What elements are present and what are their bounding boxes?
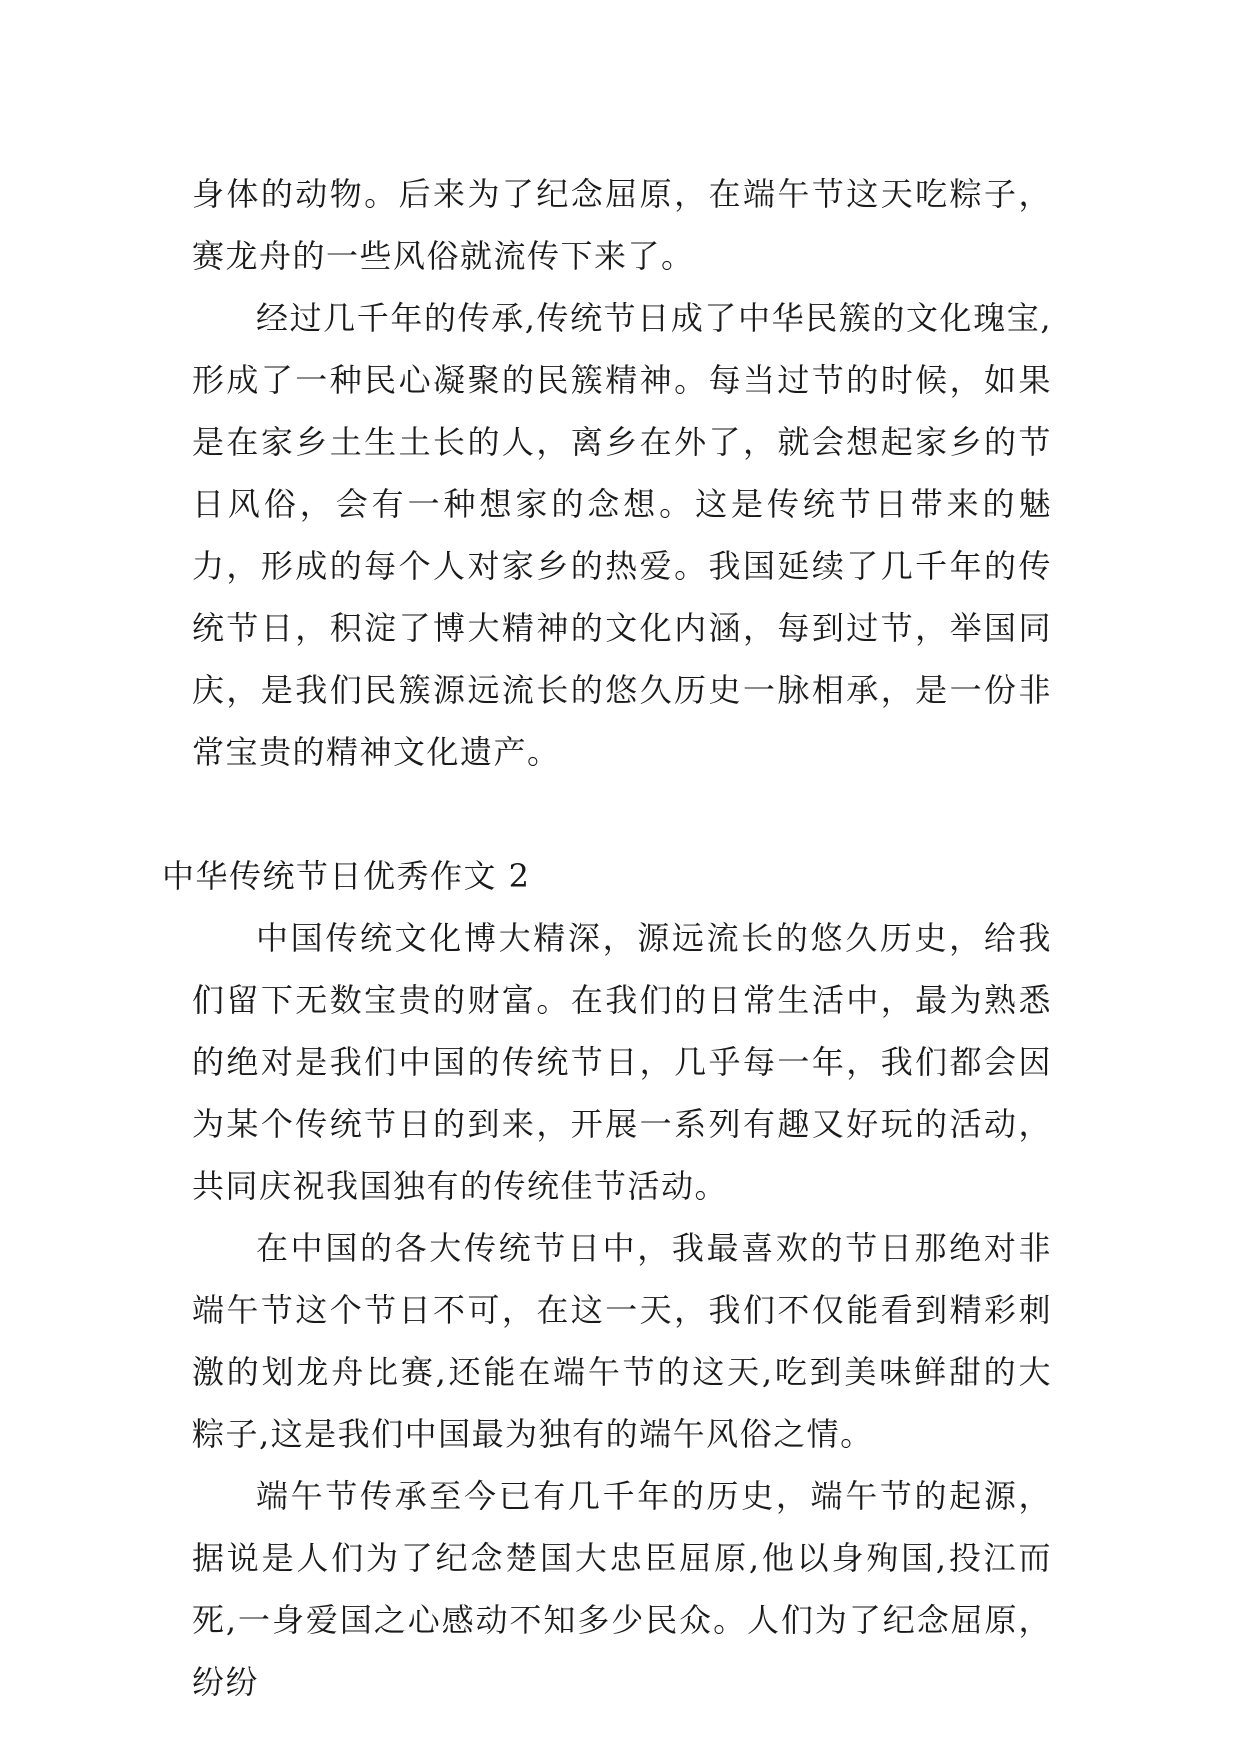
paragraph-origin: 端午节传承至今已有几千年的历史，端午节的起源，据说是人们为了纪念楚国大忠臣屈原,他以身殉国,投江而死,一身爱国之心感动不知多少民众。人们为了纪念屈原，纷纷: [192, 1477, 1052, 1701]
paragraph-continued: 身体的动物。后来为了纪念屈原，在端午节这天吃粽子，赛龙舟的一些风俗就流传下来了。: [192, 175, 1052, 275]
paragraph-cultural-treasure: 经过几千年的传承,传统节日成了中华民簇的文化瑰宝,形成了一种民心凝聚的民簇精神。每当过节的时候，如果是在家乡土生土长的人，离乡在外了，就会想起家乡的节日风俗，会有一种想家的念想。这是传统节日带来的魅力，形成的每个人对家乡的热爱。我国延续了几千年的传统节日，积淀了博大精神的文化内涵，每到过节，举国同庆，是我们民簇源远流长的悠久历史一脉相承，是一份非常宝贵的精神文化遗产。: [192, 299, 1052, 771]
paragraph-intro: 中国传统文化博大精深，源远流长的悠久历史，给我们留下无数宝贵的财富。在我们的日常生活中，最为熟悉的绝对是我们中国的传统节日，几乎每一年，我们都会因为某个传统节日的到来，开展一系列有趣又好玩的活动，共同庆祝我国独有的传统佳节活动。: [192, 919, 1052, 1205]
document-body: [162, 163, 1052, 1713]
section-heading: 中华传统节日优秀作文 2: [162, 857, 531, 895]
paragraph-favorite-festival: 在中国的各大传统节日中，我最喜欢的节日那绝对非端午节这个节日不可，在这一天，我们不仅能看到精彩刺激的划龙舟比赛,还能在端午节的这天,吃到美味鲜甜的大粽子,这是我们中国最为独有的端午风俗之情。: [192, 1229, 1052, 1453]
